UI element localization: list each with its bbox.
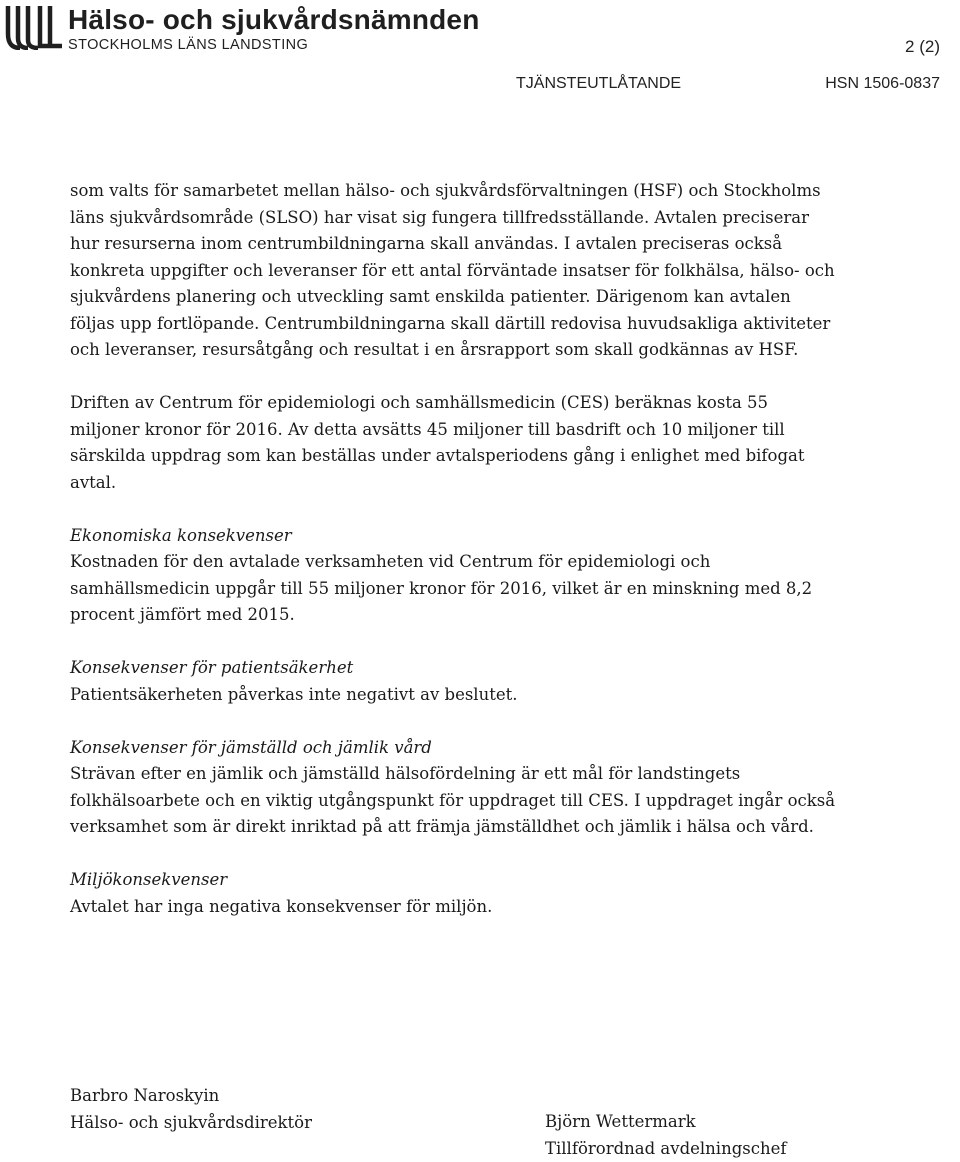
- section-text: Avtalet har inga negativa konsekvenser för miljön.: [70, 897, 492, 916]
- section-heading: Ekonomiska konsekvenser: [70, 523, 840, 550]
- body-paragraph: som valts för samarbetet mellan hälso- och sjukvårdsförvaltningen (HSF) och Stockholms läns sjukvårdsområde (SLSO) har visat sig fungera tillfredsställande. Avtalen preciserar hur resurserna inom centrumbildningarna skall användas. I avtalen preciseras också konkreta uppgifter och leveranser för ett antal förväntade insatser för folkhälsa, hälso- och sjukvårdens planering och utveckling samt enskilda patienter. Därigenom kan avtalen följas upp fortlöpande. Centrumbildningarna skall därtill redovisa huvudsakliga aktiviteter och leveranser, resursåtgång och resultat i en årsrapport som skall godkännas av HSF.: [70, 178, 840, 364]
- section-economic: [70, 523, 840, 629]
- signatory-title: Tillförordnad avdelningschef: [545, 1136, 786, 1162]
- section-patient-safety: [70, 655, 840, 708]
- section-text: Kostnaden för den avtalade verksamheten vid Centrum för epidemiologi och samhällsmedicin uppgår till 55 miljoner kronor för 2016, vilket är en minskning med 8,2 procent jämfört med 2015.: [70, 552, 812, 624]
- section-heading: Konsekvenser för patientsäkerhet: [70, 655, 840, 682]
- signature-left: [70, 1083, 312, 1136]
- organization-name: Hälso- och sjukvårdsnämnden: [68, 4, 480, 36]
- document-body: [70, 178, 840, 947]
- body-paragraph: Driften av Centrum för epidemiologi och samhällsmedicin (CES) beräknas kosta 55 miljoner kronor för 2016. Av detta avsätts 45 miljoner till basdrift och 10 miljoner till särskilda uppdrag som kan beställas under avtalsperiodens gång i enlighet med bifogat avtal.: [70, 390, 840, 496]
- section-heading: Miljökonsekvenser: [70, 867, 840, 894]
- signature-right: [545, 1109, 786, 1162]
- organization-subtitle: STOCKHOLMS LÄNS LANDSTING: [68, 37, 480, 53]
- section-equality: [70, 735, 840, 841]
- section-text: Strävan efter en jämlik och jämställd hälsofördelning är ett mål för landstingets folkhälsoarbete och en viktig utgångspunkt för uppdraget till CES. I uppdraget ingår också verksamhet som är direkt inriktad på att främja jämställdhet och jämlik i hälsa och vård.: [70, 764, 835, 836]
- section-environment: [70, 867, 840, 920]
- organization-header: [68, 4, 480, 53]
- section-heading: Konsekvenser för jämställd och jämlik vård: [70, 735, 840, 762]
- sll-logo-icon: [4, 4, 64, 50]
- document-id: HSN 1506-0837: [825, 75, 940, 93]
- signatory-name: Björn Wettermark: [545, 1109, 786, 1136]
- signatory-title: Hälso- och sjukvårdsdirektör: [70, 1110, 312, 1137]
- signatory-name: Barbro Naroskyin: [70, 1083, 312, 1110]
- section-text: Patientsäkerheten påverkas inte negativt av beslutet.: [70, 685, 517, 704]
- document-type: TJÄNSTEUTLÅTANDE: [516, 75, 681, 93]
- page-number: 2 (2): [905, 37, 940, 57]
